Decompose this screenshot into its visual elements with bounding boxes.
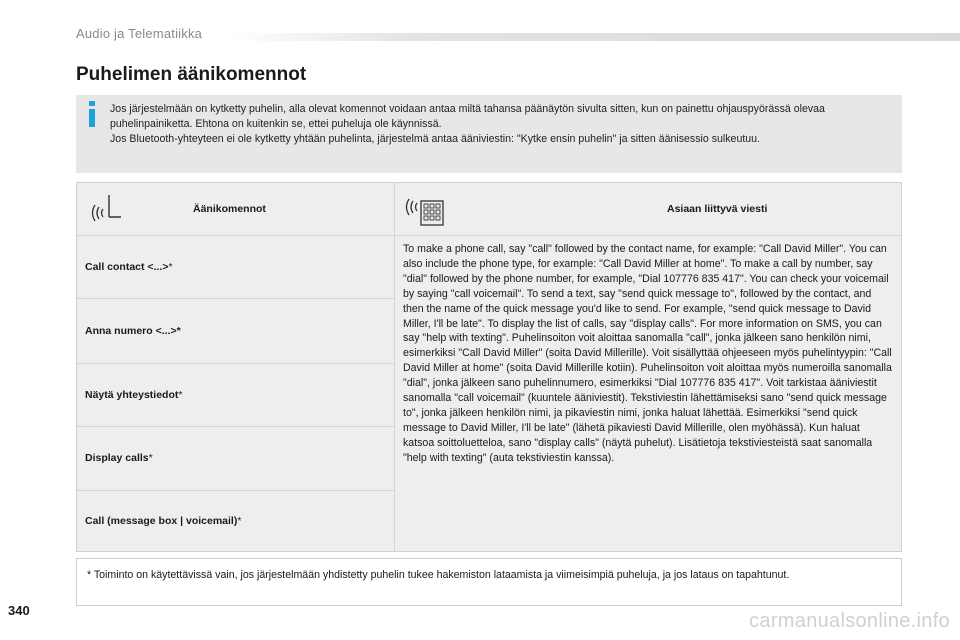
command-row bbox=[77, 491, 394, 551]
voice-command-table bbox=[76, 182, 902, 552]
voice-keypad-icon bbox=[401, 187, 449, 231]
footnote-text: * Toiminto on käytettävissä vain, jos järjestelmään yhdistetty puhelin tukee hakemiston lataamista ja viimeisimpiä puheluja, ja jos lataus on tapahtunut. bbox=[87, 569, 790, 581]
column-header-related-message: Asiaan liittyvä viesti bbox=[667, 203, 768, 215]
column-header-voice-commands: Äänikomennot bbox=[193, 203, 266, 215]
info-icon bbox=[84, 101, 100, 127]
header-related-message bbox=[395, 183, 901, 235]
page-number: 340 bbox=[8, 603, 30, 618]
info-line: Jos Bluetooth-yhteyteen ei ole kytketty yhtään puhelinta, järjestelmä antaa ääniviestin: "Kytke ensin puhelin" ja sitten äänisessio sulkeutuu. bbox=[110, 133, 761, 145]
footnote-marker: * bbox=[178, 389, 183, 401]
command-label: Call contact <...> bbox=[85, 261, 169, 273]
command-row bbox=[77, 364, 394, 426]
command-label: Näytä yhteystiedot bbox=[85, 389, 179, 401]
command-label: Display calls bbox=[85, 452, 149, 464]
command-label: Anna numero <...> bbox=[85, 325, 177, 337]
footnote-box bbox=[76, 558, 902, 606]
info-text bbox=[110, 102, 888, 147]
watermark: carmanualsonline.info bbox=[749, 610, 950, 632]
related-message-text: To make a phone call, say "call" followed by the contact name, for example: "Call David Miller". You can also include the phone type, for example: "Call David Miller at home". To make a call by number, say "dial" followed by the phone number, for example, "Dial 107776 835 417". You can check your voicemail by saying "call voicemail". To send a text, say "send quick message to", followed by the contact, and then the name of the quick message you'd like to send. For example, "send quick message to David Miller, I'll be late". To display the list of calls, say "display calls". For more information on SMS, you can say "help with texting". Puhelinsoiton voit aloittaa sanomalla "call", jonka jälkeen sano henkilön nimi, esimerkiksi "Call David Miller" (soita David Millerille). Voit sisällyttää ohjeeseen myös puhelintyypin: "Call David Miller at home" (soita David Millerille kotiin). Puhelinsoiton voit aloittaa myös numeroilla sanomalla "dial", jonka jälkeen sano puhelinnumero, esimerkiksi "Dial 107776 835 417". Voit tarkistaa ääniviestit sanomalla "call voicemail" (kuuntele ääniviestit). Tekstiviestin lähettämiseksi sano "send quick message to", jonka jälkeen henkilön nimi, ja pikaviestin nimi, jonka haluat lähettää. Esimerkiksi "send quick message to David Miller, I'll be late" (lähetä pikaviesti David Millerille, olen myöhässä). Kun haluat katsoa soittoluetteloa, sano "display calls" (näytä puhelut). Lisätietoja tekstiviesteistä saat sanomalla "help with texting" (auta tekstiviestin kanssa). bbox=[403, 243, 892, 464]
section-title: Audio ja Telematiikka bbox=[76, 26, 203, 41]
voice-command-icon bbox=[87, 189, 127, 229]
header-voice-commands bbox=[77, 183, 394, 235]
command-row bbox=[77, 299, 394, 363]
footnote-marker: * bbox=[237, 515, 242, 527]
info-box bbox=[76, 95, 902, 173]
info-line: Jos järjestelmään on kytketty puhelin, alla olevat komennot voidaan antaa miltä tahansa päänäytön sivulta sitten, kun on painettu ohjauspyörässä olevaa puhelinpainiketta. Ehtona on kuitenkin se, ettei puheluja ole käynnissä. bbox=[110, 103, 825, 130]
command-row bbox=[77, 427, 394, 489]
footnote-marker: * bbox=[176, 325, 181, 337]
header-rule bbox=[230, 33, 960, 41]
footnote-marker: * bbox=[148, 452, 153, 464]
command-label: Call (message box | voicemail) bbox=[85, 515, 238, 527]
column-divider bbox=[394, 236, 395, 551]
footnote-marker: * bbox=[168, 261, 173, 273]
command-row bbox=[77, 236, 394, 298]
page-title: Puhelimen äänikomennot bbox=[76, 64, 307, 85]
